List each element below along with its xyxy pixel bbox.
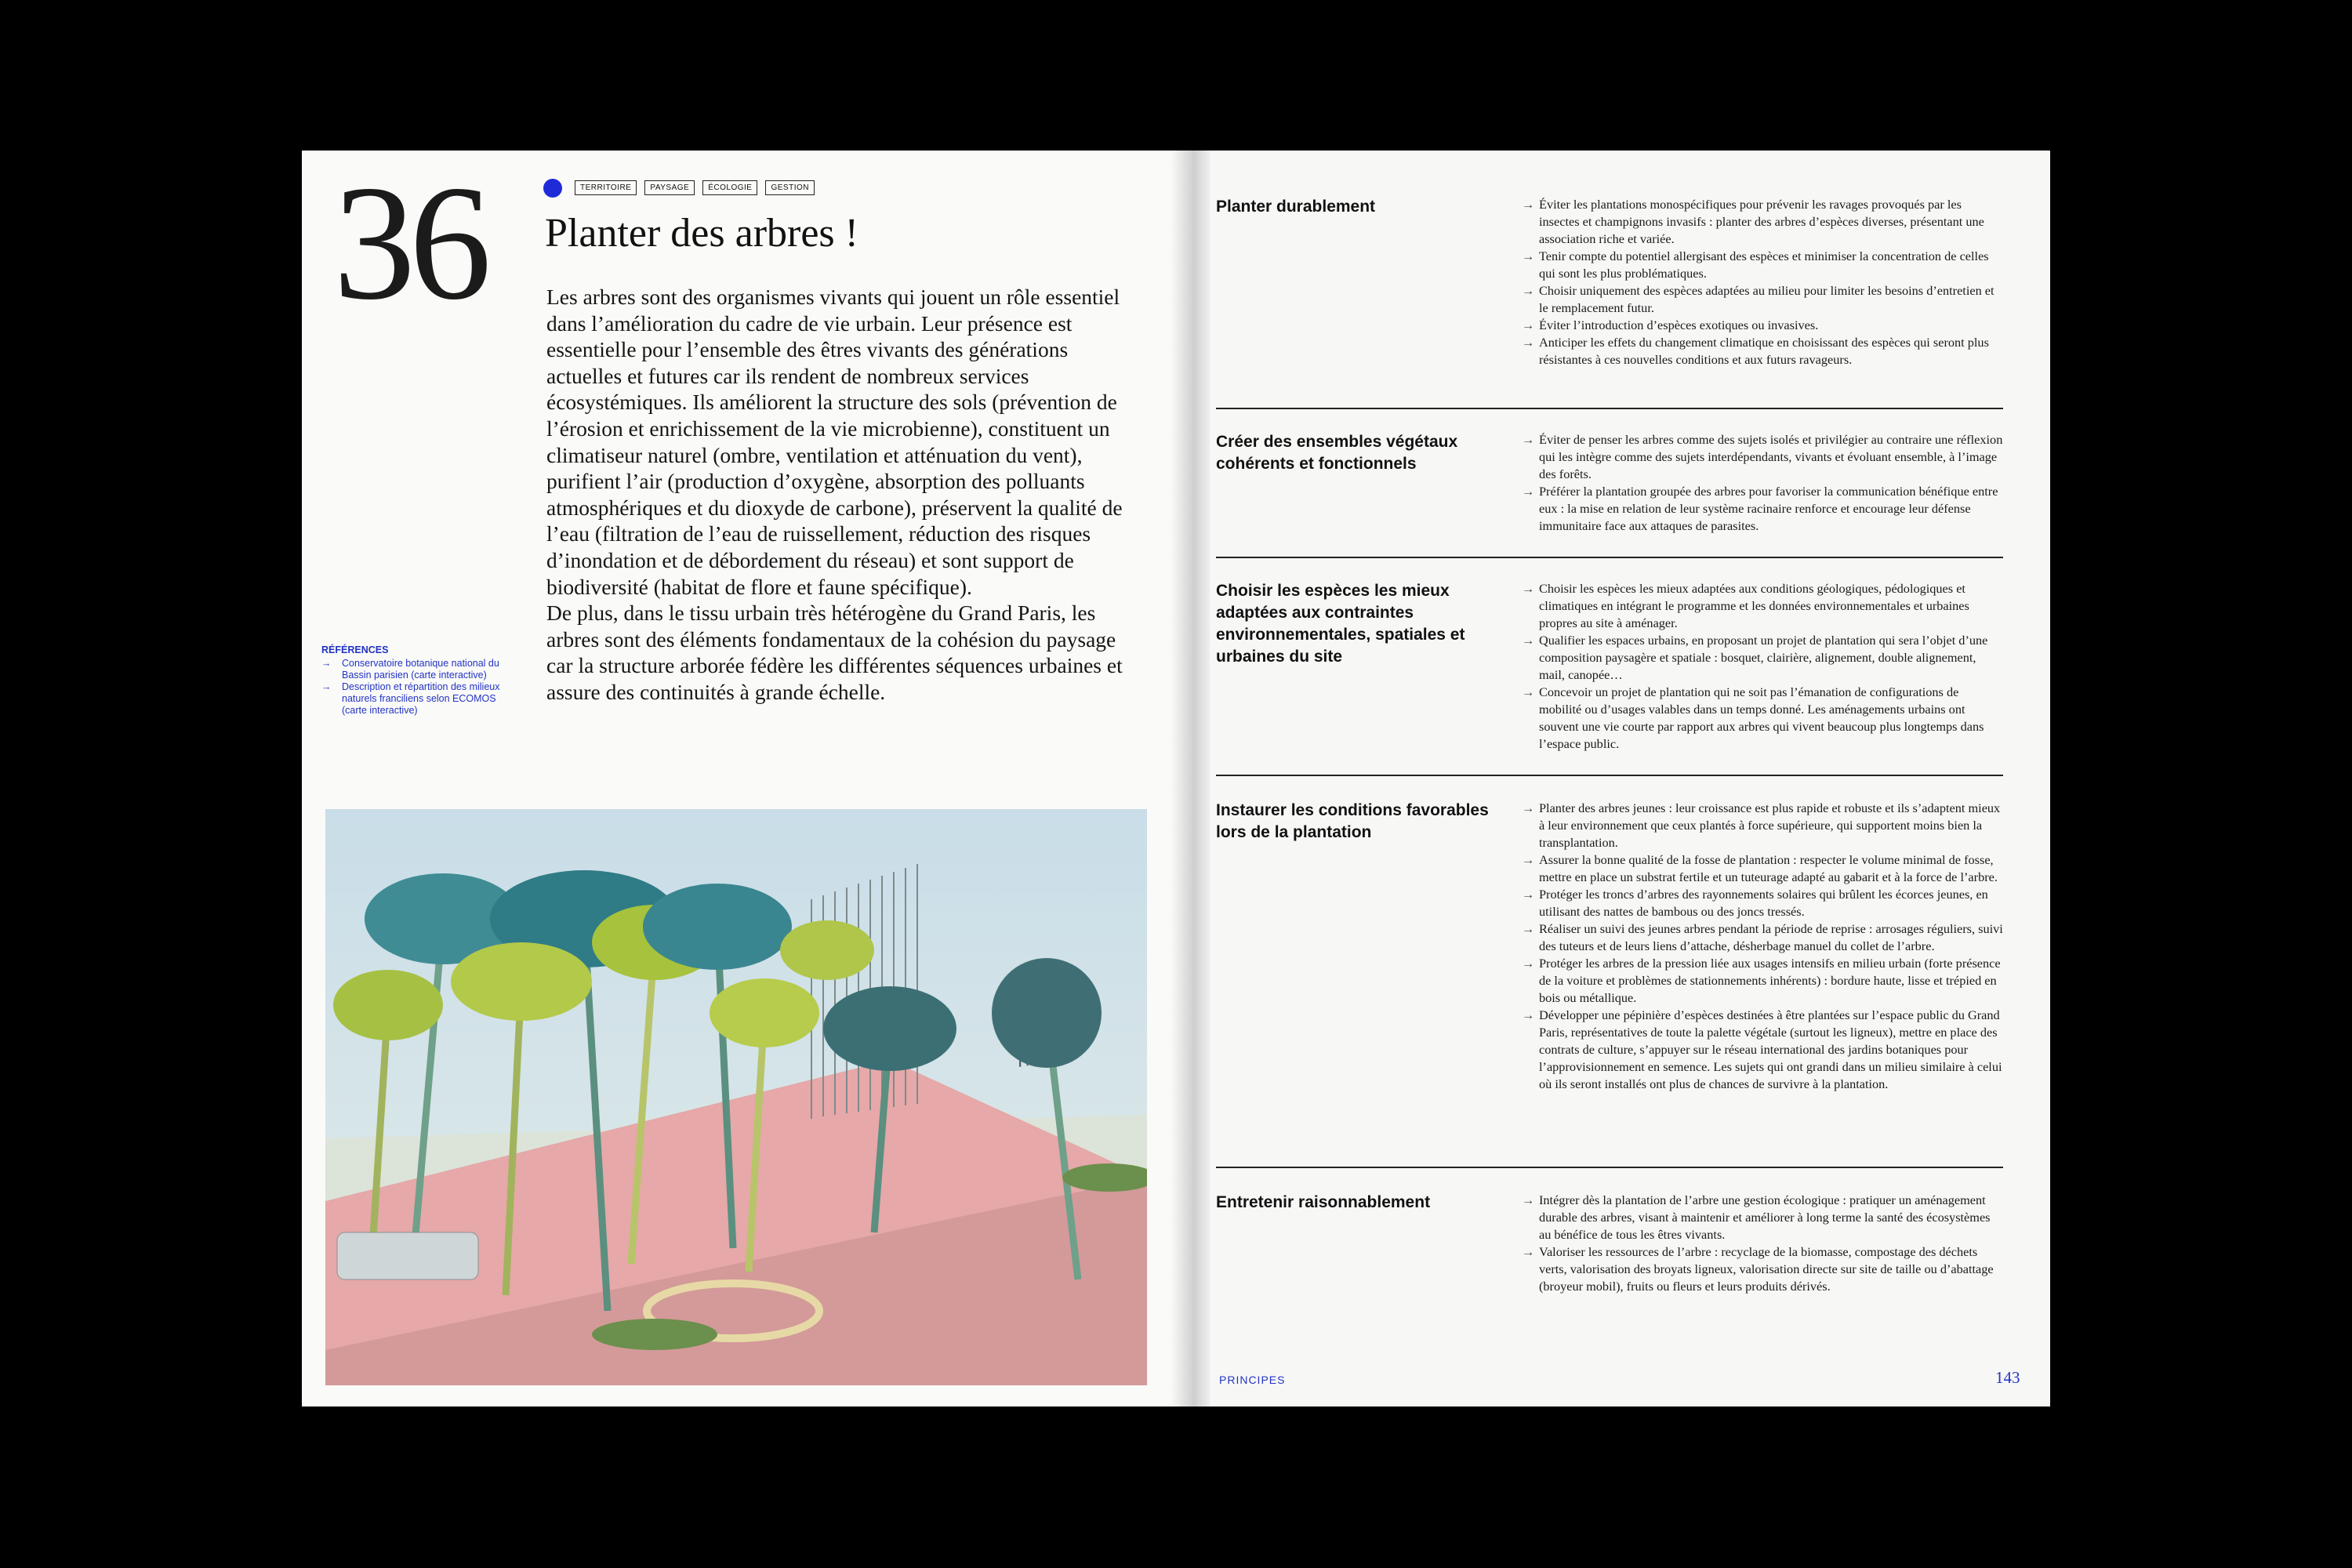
references bbox=[321, 644, 517, 717]
section-divider bbox=[1216, 557, 2003, 558]
section-divider bbox=[1216, 775, 2003, 776]
list-item: → Protéger les troncs d’arbres des rayonnements solaires qui brûlent les écorces jeunes, en utilisant des nattes de bambous ou des joncs tressés. bbox=[1522, 886, 2003, 920]
list-item: → Éviter de penser les arbres comme des sujets isolés et privilégier au contraire une réflexion qui les intègre comme des sujets interdépendants, vivants et évoluant ensemble, à l’image des forêts. bbox=[1522, 431, 2003, 483]
list-item: → Anticiper les effets du changement climatique en choisissant des espèces qui seront plus résistantes à ces nouvelles conditions et aux futurs ravageurs. bbox=[1522, 334, 2003, 368]
section-items bbox=[1522, 800, 2003, 1093]
section-divider bbox=[1216, 1167, 2003, 1168]
section-title: Entretenir raisonnablement bbox=[1216, 1193, 1431, 1211]
list-item: → Choisir uniquement des espèces adaptées au milieu pour limiter les besoins d’entretien et le remplacement futur. bbox=[1522, 282, 2003, 317]
list-item: → Éviter l’introduction d’espèces exotiques ou invasives. bbox=[1522, 317, 2003, 334]
list-item: → Préférer la plantation groupée des arbres pour favoriser la communication bénéfique entre eux : la mise en relation de leur système racinaire renforce et encourage leur défense immunitaire face aux attaques de parasites. bbox=[1522, 483, 2003, 535]
section-title: Choisir les espèces les mieux adaptées aux contraintes environnementales, spatiales et urbaines du site bbox=[1216, 582, 1465, 666]
section-items bbox=[1522, 1192, 2003, 1295]
list-item: → Éviter les plantations monospécifiques pour prévenir les ravages provoqués par les insectes et champignons invasifs : planter des arbres d’espèces diverses, présentant une association riche et variée. bbox=[1522, 196, 2003, 248]
section-title: Instaurer les conditions favorables lors de la plantation bbox=[1216, 801, 1489, 841]
chapter-number: 36 bbox=[333, 152, 485, 334]
tag-list bbox=[575, 180, 815, 195]
section-divider bbox=[1216, 408, 2003, 409]
intro-paragraph: Les arbres sont des organismes vivants qui jouent un rôle essentiel dans l’amélioration du cadre de vie urbain. Leur présence est essentielle pour l’ensemble des êtres vivants des générations actuelles et futures car ils rendent de nombreux services écosystémiques. Ils améliorent la structure des sols (prévention de l’érosion et enrichissement de la vie microbienne), constituent un climatiseur naturel (ombre, ventilation et atténuation du vent), purifient l’air (production d’oxygène, absorption des polluants atmosphériques et du dioxyde de carbone), préservent la qualité de l’eau (filtration de l’eau de ruissellement, réduction des risques d’inondation et de débordement du réseau) et sont support de biodiversité (habitat de flore et faune spécifique). bbox=[546, 285, 1123, 599]
list-item: → Assurer la bonne qualité de la fosse de plantation : respecter le volume minimal de fosse, mettre en place un substrat fertile et un tuteurage adapté au gabarit et à la force de l’arbre. bbox=[1522, 851, 2003, 886]
tag-ecologie: ÉCOLOGIE bbox=[702, 180, 757, 195]
section-title: Créer des ensembles végétaux cohérents et fonctionnels bbox=[1216, 433, 1458, 473]
reference-link[interactable]: → Conservatoire botanique national du Bassin parisien (carte interactive) bbox=[321, 658, 517, 681]
list-item: → Planter des arbres jeunes : leur croissance est plus rapide et robuste et ils s’adaptent mieux à leur environnement que ceux plantés à force supérieure, qui supportent moins bien la transplantation. bbox=[1522, 800, 2003, 851]
badge-dot-icon bbox=[543, 179, 562, 198]
list-item: → Choisir les espèces les mieux adaptées aux conditions géologiques, pédologiques et climatiques en intégrant le programme et les données environnementales et urbaines propres au site à aménager. bbox=[1522, 580, 2003, 632]
list-item: → Qualifier les espaces urbains, en proposant un projet de plantation qui sera l’objet d’une composition paysagère et spatiale : bosquet, clairière, alignement, double alignement, mail, canopée… bbox=[1522, 632, 2003, 684]
intro-paragraph: De plus, dans le tissu urbain très hétérogène du Grand Paris, les arbres sont des éléments fondamentaux de la cohésion du paysage car la structure arborée fédère les différentes séquences urbaines et assure des continuités à grande échelle. bbox=[546, 601, 1123, 704]
book-gutter bbox=[1171, 151, 1210, 1406]
tree-model-photo bbox=[325, 809, 1147, 1385]
list-item: → Valoriser les ressources de l’arbre : recyclage de la biomasse, compostage des déchets verts, valorisation des broyats ligneux, valorisation directe sur site de taille ou d’abattage (broyeur mobil), fruits ou fleurs et leurs produits dérivés. bbox=[1522, 1243, 2003, 1295]
page-title: Planter des arbres ! bbox=[545, 211, 858, 256]
list-item: → Protéger les arbres de la pression liée aux usages intensifs en milieu urbain (forte présence de la voiture et problèmes de stationnements inhérents) : bordure haute, lisse et trépied en bois ou métallique. bbox=[1522, 955, 2003, 1007]
section-items bbox=[1522, 196, 2003, 368]
list-item: → Développer une pépinière d’espèces destinées à être plantées sur l’espace public du Grand Paris, représentatives de toute la palette végétale (surtout les ligneux), mettre en place des contrats de culture, s’appuyer sur le réseau international des jardins botaniques pour l’approvisionnement en semence. Les sujets qui ont grandi dans un milieu similaire à celui où ils seront installés ont plus de chances de survivre à la plantation. bbox=[1522, 1007, 2003, 1093]
section-title: Planter durablement bbox=[1216, 198, 1376, 216]
tag-paysage: PAYSAGE bbox=[644, 180, 695, 195]
running-footer: PRINCIPES bbox=[1219, 1374, 1286, 1386]
intro-text bbox=[546, 284, 1131, 706]
list-item: → Concevoir un projet de plantation qui ne soit pas l’émanation de configurations de mobilité ou d’usages valables dans un temps donné. Les aménagements urbains ont souvent une vie courte par rapport aux arbres qui vivent beaucoup plus longtemps dans l’espace public. bbox=[1522, 684, 2003, 753]
list-item: → Tenir compte du potentiel allergisant des espèces et minimiser la concentration de celles qui sont les plus problématiques. bbox=[1522, 248, 2003, 282]
list-item: → Réaliser un suivi des jeunes arbres pendant la période de reprise : arrosages réguliers, suivi des tuteurs et de leurs liens d’attache, désherbage manuel du collet de l’arbre. bbox=[1522, 920, 2003, 955]
section-items bbox=[1522, 431, 2003, 535]
references-heading: RÉFÉRENCES bbox=[321, 644, 389, 655]
reference-link[interactable]: → Description et répartition des milieux naturels franciliens selon ECOMOS (carte interactive) bbox=[321, 681, 517, 717]
tag-gestion: GESTION bbox=[765, 180, 815, 195]
section-items bbox=[1522, 580, 2003, 753]
page-number: 143 bbox=[1995, 1368, 2020, 1387]
list-item: → Intégrer dès la plantation de l’arbre une gestion écologique : pratiquer un aménagement durable des arbres, visant à maintenir et améliorer à long terme la santé des écosystèmes au bénéfice de tous les êtres vivants. bbox=[1522, 1192, 2003, 1243]
tag-territoire: TERRITOIRE bbox=[575, 180, 637, 195]
